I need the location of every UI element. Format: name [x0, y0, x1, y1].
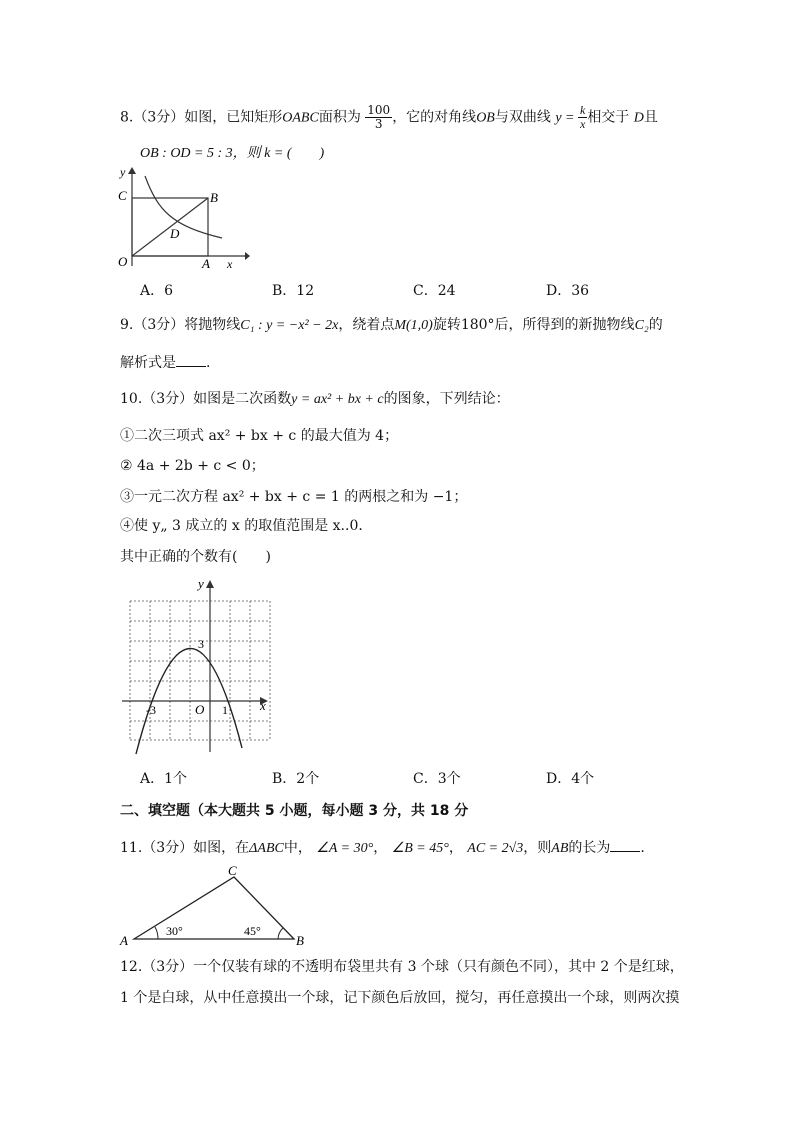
q10-figure	[118, 576, 273, 756]
q8-k-num: k	[579, 103, 586, 117]
q9-point: M(1,0)	[394, 318, 433, 333]
q8-fig-O: O	[118, 254, 128, 269]
q8-area-den: 3	[374, 117, 383, 131]
q11-mid2: ，则	[523, 840, 552, 856]
q11-fig-B: B	[296, 933, 304, 948]
q11-mid3: 的长为	[568, 840, 611, 856]
q9-line2-end: .	[206, 355, 211, 371]
q10-fig-1: 1	[222, 703, 228, 717]
section-2-heading: 二、填空题（本大题共 5 小题，每小题 3 分，共 18 分	[120, 803, 469, 819]
q8-line2-text: OB : OD = 5 : 3，则 k = ( )	[140, 146, 325, 161]
q11-end: .	[640, 840, 645, 856]
q9-mid2: 旋转180°后，所得到的新抛物线	[432, 317, 635, 333]
q10-statement-1: ①二次三项式 ax² + bx + c 的最大值为 4；	[120, 428, 399, 444]
q8-diag: OB	[476, 110, 495, 126]
q9-line2-text: 解析式是	[120, 355, 176, 371]
q8-area-num: 100	[367, 103, 391, 117]
q8-fig-D: D	[170, 226, 180, 241]
q11-triangle: ΔABC	[249, 841, 284, 856]
q8-option-d[interactable]: D．36	[546, 283, 590, 299]
q11-figure	[118, 863, 308, 951]
q8-fig-C: C	[118, 188, 127, 203]
q9-expr: C₁ : y = −x² − 2x	[240, 318, 339, 333]
q10-prefix: 10.（3分）如图是二次函数	[120, 391, 292, 407]
q11-fig-C: C	[228, 863, 237, 878]
q11-fig-30: 30°	[166, 924, 183, 938]
q11-ac: AC = 2√3	[467, 841, 524, 856]
q10-statement-2: ② 4a + 2b + c < 0；	[120, 458, 265, 474]
q10-fig-3: 3	[198, 637, 204, 651]
q11-angle-a: ∠A = 30°	[316, 841, 374, 856]
q8-prefix: 8.（3分）如图，已知矩形	[120, 109, 283, 126]
q8-point: D	[633, 110, 644, 126]
q10-suffix: 的图象，下列结论：	[383, 391, 510, 407]
q12-line1: 12.（3分）一个仅装有球的不透明布袋里共有 3 个球（只有颜色不同），其中 2 个是红球，	[120, 959, 684, 975]
q9-c2: C₂	[634, 318, 649, 333]
q10-option-a[interactable]: A．1个	[140, 771, 188, 787]
q8-rect-name: OABC	[282, 110, 319, 126]
q11-line: 11.（3分）如图，在ΔABC中， ∠A = 30°， ∠B = 45°， AC = 2√3，则AB的长为 .	[120, 837, 645, 859]
q10-line1	[120, 389, 510, 410]
q11-fig-A: A	[120, 933, 128, 948]
q8-k-fraction	[578, 104, 587, 131]
q10-fig-O: O	[195, 702, 205, 717]
q8-fig-B: B	[210, 190, 218, 205]
q9-line1	[120, 315, 663, 336]
q8-area-text: 面积为	[318, 109, 361, 126]
q10-question: 其中正确的个数有( )	[120, 549, 271, 565]
q11-mid: 中，	[283, 840, 312, 856]
q10-fig-y: y	[198, 576, 204, 591]
q11-fig-45: 45°	[244, 924, 261, 938]
q11-answer-blank[interactable]	[610, 837, 640, 852]
q9-answer-blank[interactable]	[176, 352, 206, 367]
q10-fig-x: x	[260, 698, 266, 713]
q9-prefix: 9.（3分）将抛物线	[120, 317, 241, 333]
q8-fig-y: y	[120, 166, 126, 179]
q9-line2	[120, 352, 210, 373]
q8-mid: ，它的对角线	[392, 109, 477, 126]
q8-option-b[interactable]: B．12	[272, 283, 315, 299]
q8-line2	[140, 143, 324, 164]
q11-angle-b: ∠B = 45°	[391, 841, 449, 856]
q10-statement-4: ④使 y„ 3 成立的 x 的取值范围是 x..0．	[120, 518, 373, 534]
q8-fig-A: A	[202, 256, 210, 271]
q8-curve: y =	[555, 110, 578, 126]
q8-fig-x: x	[227, 257, 233, 271]
q9-end: 的	[648, 317, 663, 333]
q10-fig-minus3: -3	[146, 703, 156, 717]
q10-option-d[interactable]: D．4个	[546, 771, 595, 787]
q8-figure	[110, 166, 250, 272]
q8-end2: 且	[643, 109, 658, 126]
q12-line2: 1 个是白球，从中任意摸出一个球，记下颜色后放回，搅匀，再任意摸出一个球，则两次摸	[120, 990, 680, 1006]
q9-mid: ，绕着点	[338, 317, 395, 333]
q10-option-c[interactable]: C．3个	[413, 771, 461, 787]
q8-line1	[120, 104, 658, 131]
q8-k-den: x	[579, 117, 586, 131]
q8-end: 相交于	[587, 109, 630, 126]
q10-option-b[interactable]: B．2个	[272, 771, 320, 787]
q11-prefix: 11.（3分）如图，在	[120, 840, 250, 856]
q10-expr: y = ax² + bx + c	[291, 392, 384, 407]
q8-option-a[interactable]: A．6	[140, 283, 174, 299]
q11-ab: AB	[551, 841, 569, 856]
q8-area-fraction	[365, 104, 392, 131]
q10-statement-3: ③一元二次方程 ax² + bx + c = 1 的两根之和为 −1；	[120, 489, 468, 505]
q8-mid2: 与双曲线	[494, 109, 551, 126]
q8-option-c[interactable]: C．24	[413, 283, 456, 299]
